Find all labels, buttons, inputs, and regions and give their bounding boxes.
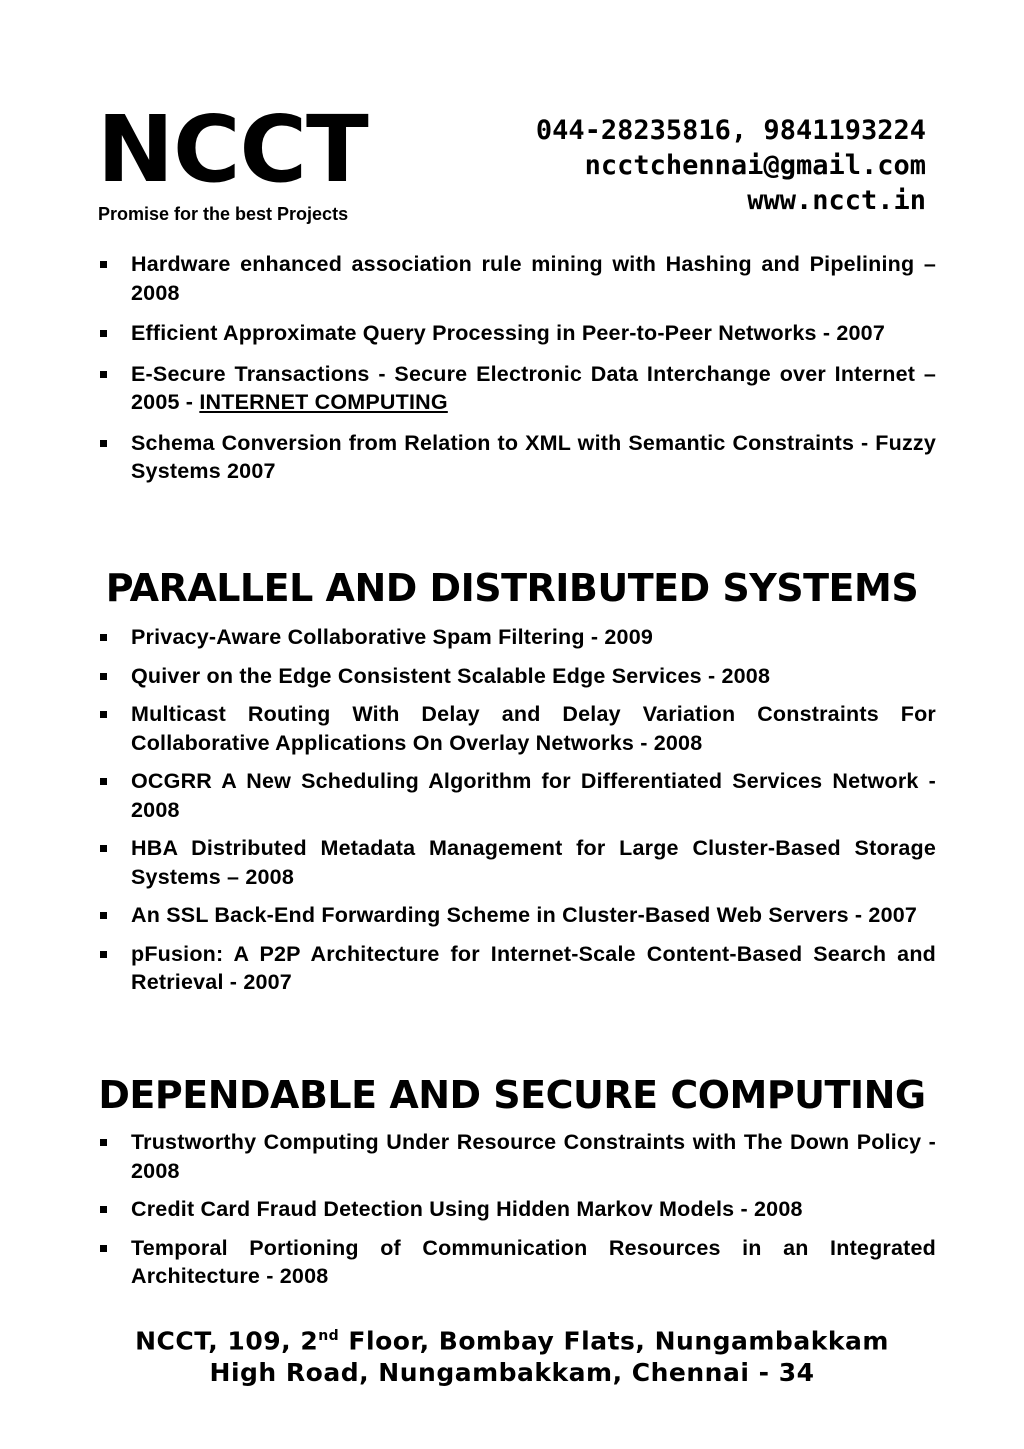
bullet-icon xyxy=(100,711,107,718)
list-item xyxy=(98,319,936,348)
list-item xyxy=(98,767,936,824)
list-item xyxy=(98,901,936,930)
list-item xyxy=(98,834,936,891)
address-line-1 xyxy=(0,1320,1024,1357)
internet-computing-link[interactable]: INTERNET COMPUTING xyxy=(199,390,448,414)
address-part: NCCT, 109, 2 xyxy=(135,1326,319,1356)
bullet-icon xyxy=(100,1245,107,1252)
project-list-dependable-secure xyxy=(98,1128,936,1301)
item-text: E-Secure Transactions - Secure Electronic Data Interchange over Internet – 2005 - xyxy=(131,361,936,414)
project-list-parallel-distributed xyxy=(98,623,936,1007)
item-text: Temporal Portioning of Communication Resources in an Integrated Architecture - 2008 xyxy=(131,1235,936,1288)
address-part: Floor, Bombay Flats, Nungambakkam xyxy=(339,1326,889,1356)
item-text: Schema Conversion from Relation to XML with Semantic Constraints - Fuzzy Systems 2007 xyxy=(131,430,936,483)
ncct-logo: NCCT xyxy=(97,96,368,203)
bullet-icon xyxy=(100,440,107,447)
list-item xyxy=(98,250,936,307)
bullet-icon xyxy=(100,778,107,785)
bullet-icon xyxy=(100,912,107,919)
phone-numbers: 044-28235816, 9841193224 xyxy=(535,115,926,146)
email-address[interactable]: ncctchennai@gmail.com xyxy=(584,150,926,181)
item-text: OCGRR A New Scheduling Algorithm for Differentiated Services Network - 2008 xyxy=(131,769,936,822)
list-item xyxy=(98,700,936,757)
list-item xyxy=(98,623,936,652)
list-item xyxy=(98,429,936,486)
bullet-icon xyxy=(100,371,107,378)
section-heading-dependable-secure: DEPENDABLE AND SECURE COMPUTING xyxy=(98,1073,926,1117)
list-item xyxy=(98,1234,936,1291)
list-item xyxy=(98,662,936,691)
bullet-icon xyxy=(100,1206,107,1213)
footer-address xyxy=(0,1320,1024,1389)
project-list-top xyxy=(98,250,936,498)
bullet-icon xyxy=(100,1139,107,1146)
item-text: Hardware enhanced association rule mining with Hashing and Pipelining – 2008 xyxy=(131,252,936,305)
item-text: Privacy-Aware Collaborative Spam Filtering - 2009 xyxy=(131,625,654,649)
item-text: Multicast Routing With Delay and Delay Variation Constraints For Collaborative Applications On Overlay Networks - 2008 xyxy=(131,702,936,755)
bullet-icon xyxy=(100,673,107,680)
bullet-icon xyxy=(100,951,107,958)
address-line-2: High Road, Nungambakkam, Chennai - 34 xyxy=(209,1358,815,1388)
website-url[interactable]: www.ncct.in xyxy=(747,185,926,216)
item-text: pFusion: A P2P Architecture for Internet-Scale Content-Based Search and Retrieval - 2007 xyxy=(131,941,936,994)
bullet-icon xyxy=(100,330,107,337)
bullet-icon xyxy=(100,261,107,268)
list-item xyxy=(98,1195,936,1224)
tagline: Promise for the best Projects xyxy=(98,204,349,224)
item-text: Trustworthy Computing Under Resource Constraints with The Down Policy - 2008 xyxy=(131,1130,936,1183)
list-item xyxy=(98,1128,936,1185)
list-item xyxy=(98,360,936,417)
item-text: Efficient Approximate Query Processing in Peer-to-Peer Networks - 2007 xyxy=(131,321,885,345)
bullet-icon xyxy=(100,634,107,641)
list-item xyxy=(98,940,936,997)
contact-block xyxy=(536,113,926,218)
section-heading-parallel-distributed: PARALLEL AND DISTRIBUTED SYSTEMS xyxy=(105,566,919,610)
bullet-icon xyxy=(100,845,107,852)
item-text: An SSL Back-End Forwarding Scheme in Cluster-Based Web Servers - 2007 xyxy=(131,903,918,927)
item-text: Credit Card Fraud Detection Using Hidden Markov Models - 2008 xyxy=(131,1197,803,1221)
item-text: HBA Distributed Metadata Management for Large Cluster-Based Storage Systems – 2008 xyxy=(131,836,936,889)
ordinal-suffix: nd xyxy=(318,1328,340,1344)
item-text: Quiver on the Edge Consistent Scalable Edge Services - 2008 xyxy=(131,663,771,688)
